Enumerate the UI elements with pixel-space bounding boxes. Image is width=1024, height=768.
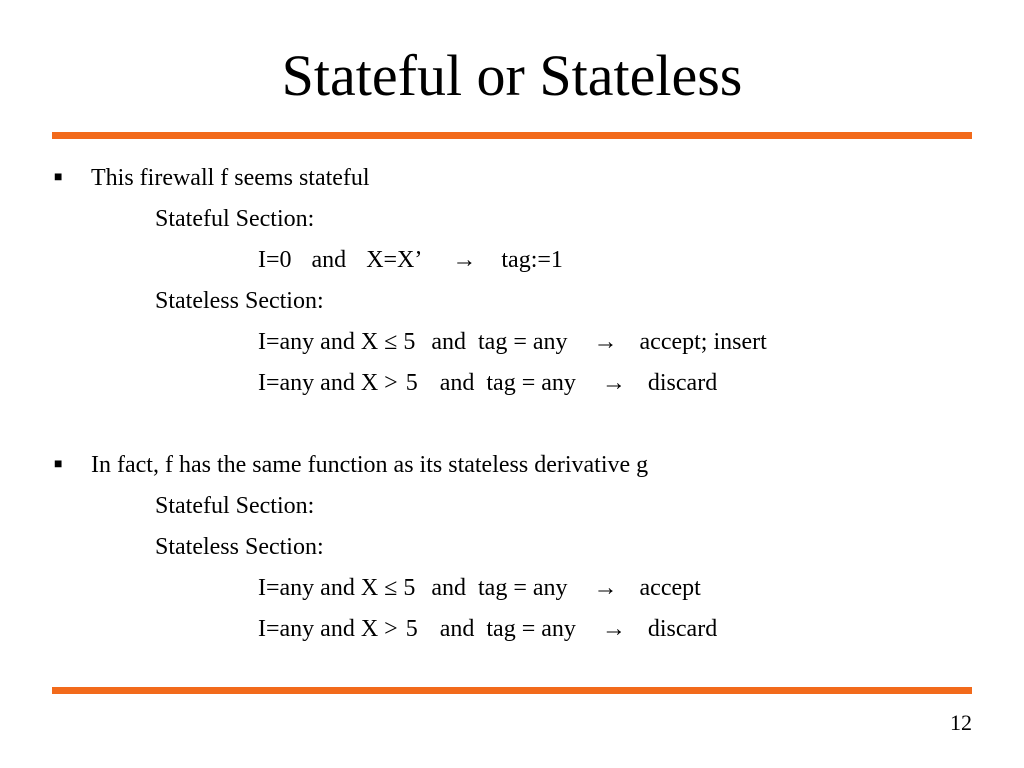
rule-arrow: → [601,616,626,642]
rule-relation: > [384,370,398,396]
rule-row [258,368,717,398]
rule-arrow: → [593,575,618,601]
rule-condition: tag = any [478,329,568,355]
rule-condition: I=any and X [258,329,379,355]
rule-value: 5 [403,575,416,601]
rule-row [258,573,701,603]
stateless-section-label: Stateless Section: [155,534,324,560]
rule-action: discard [647,616,718,642]
rule-action: accept [639,575,701,601]
rule-row [258,327,767,357]
rule-row [258,614,717,644]
bullet-text: This firewall f seems stateful [91,165,370,191]
rule-condition: X=X’ [366,247,423,273]
rule-value: 5 [403,329,416,355]
rule-value: 5 [405,616,418,642]
rule-operator: and [439,616,475,642]
rule-action: accept; insert [639,329,767,355]
rule-value: 5 [405,370,418,396]
rule-condition: I=any and X [258,370,379,396]
rule-action: tag:=1 [501,247,563,273]
rule-relation: ≤ [384,575,398,601]
rule-condition: I=any and X [258,575,379,601]
rule-relation: ≤ [384,329,398,355]
bullet-marker: ■ [54,170,63,185]
page-number: 12 [950,710,972,735]
rule-arrow: → [593,329,618,355]
rule-operator: and [431,329,466,355]
rule-condition: tag = any [478,575,568,601]
rule-operator: and [439,370,475,396]
bullet-marker: ■ [54,457,63,472]
footer-divider [52,687,972,694]
rule-condition: I=any and X [258,616,379,642]
rule-arrow: → [601,370,626,396]
rule-action: discard [647,370,718,396]
stateful-section-label: Stateful Section: [155,206,315,232]
stateful-section-label: Stateful Section: [155,493,315,519]
rule-row [258,245,563,275]
rule-condition: tag = any [486,370,576,396]
bullet-text: In fact, f has the same function as its stateless derivative g [91,452,649,478]
rule-condition: tag = any [486,616,576,642]
title-divider [52,132,972,139]
rule-relation: > [384,616,398,642]
rule-arrow: → [452,247,477,273]
rule-condition: I=0 [258,247,292,273]
slide-title: Stateful or Stateless [281,43,743,108]
rule-operator: and [311,247,347,273]
rule-operator: and [431,575,466,601]
stateless-section-label: Stateless Section: [155,288,324,314]
